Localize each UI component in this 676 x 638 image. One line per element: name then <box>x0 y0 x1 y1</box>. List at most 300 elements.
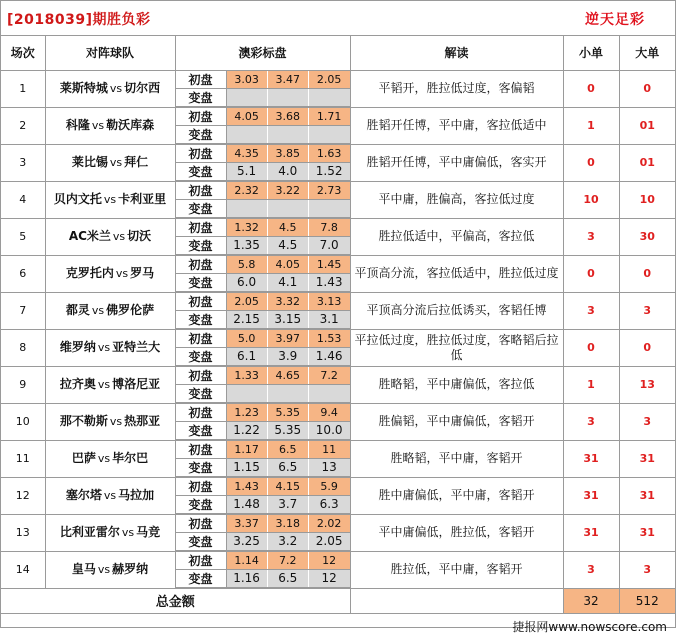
away-team: 毕尔巴 <box>112 451 149 465</box>
away-team: 卡利亚里 <box>118 192 167 206</box>
odds-loss: 6.3 <box>308 495 349 513</box>
initial-label: 初盘 <box>176 478 227 496</box>
initial-odds-row <box>176 367 350 385</box>
odds-cell <box>175 292 350 329</box>
initial-odds-row <box>176 441 350 459</box>
match-number: 13 <box>1 514 45 551</box>
small-pick: 31 <box>563 440 619 477</box>
big-pick: 3 <box>619 551 675 588</box>
odds-cell <box>175 329 350 366</box>
odds-draw: 6.5 <box>267 458 308 476</box>
period-title: [2018039]期胜负彩 <box>7 12 151 28</box>
odds-grid <box>176 108 350 144</box>
initial-odds-row <box>176 219 350 237</box>
initial-label: 初盘 <box>176 404 227 422</box>
initial-odds-row <box>176 404 350 422</box>
odds-grid <box>176 515 350 551</box>
home-team: 那不勒斯 <box>59 414 108 428</box>
vs-label: vs <box>97 378 111 391</box>
odds-grid <box>176 367 350 403</box>
odds-win: 1.23 <box>226 404 267 422</box>
col-header-big: 大单 <box>619 36 675 70</box>
match-teams <box>45 144 175 181</box>
odds-loss: 2.05 <box>308 71 349 89</box>
change-odds-row <box>176 532 350 550</box>
odds-draw <box>267 125 308 143</box>
small-pick: 0 <box>563 70 619 107</box>
change-label: 变盘 <box>176 310 227 328</box>
initial-label: 初盘 <box>176 256 227 274</box>
match-analysis: 平顶高分流后拉低诱买，客韬任博 <box>350 292 563 329</box>
match-teams <box>45 366 175 403</box>
initial-label: 初盘 <box>176 441 227 459</box>
table-header-row <box>1 36 675 70</box>
home-team: 拉齐奥 <box>59 377 96 391</box>
odds-loss: 1.52 <box>308 162 349 180</box>
odds-win: 2.05 <box>226 293 267 311</box>
odds-draw: 3.22 <box>267 182 308 200</box>
odds-loss: 7.8 <box>308 219 349 237</box>
vs-label: vs <box>91 304 105 317</box>
vs-label: vs <box>103 489 117 502</box>
match-analysis: 平中庸，胜偏高，客拉低过度 <box>350 181 563 218</box>
odds-loss: 11 <box>308 441 349 459</box>
away-team: 博洛尼亚 <box>112 377 161 391</box>
odds-cell <box>175 551 350 588</box>
small-pick: 0 <box>563 144 619 181</box>
match-analysis: 胜拉低适中，平偏高，客拉低 <box>350 218 563 255</box>
odds-cell <box>175 107 350 144</box>
match-teams <box>45 218 175 255</box>
odds-draw: 4.5 <box>267 219 308 237</box>
match-row <box>1 514 675 551</box>
initial-odds-row <box>176 515 350 533</box>
match-row <box>1 403 675 440</box>
odds-loss: 1.46 <box>308 347 349 365</box>
odds-cell <box>175 181 350 218</box>
away-team: 热那亚 <box>124 414 161 428</box>
odds-draw: 4.65 <box>267 367 308 385</box>
change-label: 变盘 <box>176 532 227 550</box>
odds-win: 6.0 <box>226 273 267 291</box>
odds-draw <box>267 199 308 217</box>
change-label: 变盘 <box>176 421 227 439</box>
home-team: 贝内文托 <box>53 192 102 206</box>
vs-label: vs <box>112 230 126 243</box>
change-label: 变盘 <box>176 88 227 106</box>
away-team: 马拉加 <box>118 488 155 502</box>
odds-win: 3.25 <box>226 532 267 550</box>
match-analysis: 胜中庸偏低，平中庸，客韬开 <box>350 477 563 514</box>
odds-cell <box>175 514 350 551</box>
col-header-small: 小单 <box>563 36 619 70</box>
away-team: 切尔西 <box>124 81 161 95</box>
change-odds-row <box>176 273 350 291</box>
odds-win: 1.16 <box>226 569 267 587</box>
vs-label: vs <box>103 193 117 206</box>
initial-odds-row <box>176 145 350 163</box>
odds-win: 6.1 <box>226 347 267 365</box>
odds-win <box>226 125 267 143</box>
home-team: 皇马 <box>71 562 96 576</box>
odds-loss: 5.9 <box>308 478 349 496</box>
big-pick: 3 <box>619 403 675 440</box>
big-pick: 01 <box>619 144 675 181</box>
match-number: 12 <box>1 477 45 514</box>
away-team: 罗马 <box>130 266 155 280</box>
match-analysis: 平韬开，胜拉低过度，客偏韬 <box>350 70 563 107</box>
initial-odds-row <box>176 182 350 200</box>
initial-label: 初盘 <box>176 293 227 311</box>
odds-draw <box>267 88 308 106</box>
match-teams <box>45 551 175 588</box>
match-number: 1 <box>1 70 45 107</box>
match-table <box>1 36 675 614</box>
away-team: 勒沃库森 <box>106 118 155 132</box>
change-label: 变盘 <box>176 495 227 513</box>
odds-loss: 13 <box>308 458 349 476</box>
match-analysis: 胜韬开任博，平中庸，客拉低适中 <box>350 107 563 144</box>
vs-label: vs <box>115 267 129 280</box>
match-teams <box>45 292 175 329</box>
change-label: 变盘 <box>176 199 227 217</box>
small-pick: 3 <box>563 403 619 440</box>
away-team: 佛罗伦萨 <box>106 303 155 317</box>
match-number: 2 <box>1 107 45 144</box>
odds-grid <box>176 256 350 292</box>
small-pick: 1 <box>563 366 619 403</box>
odds-grid <box>176 182 350 218</box>
odds-cell <box>175 70 350 107</box>
odds-win <box>226 88 267 106</box>
match-analysis: 胜略韬，平中庸，客韬开 <box>350 440 563 477</box>
small-pick: 0 <box>563 255 619 292</box>
match-analysis: 胜韬开任博，平中庸偏低，客实开 <box>350 144 563 181</box>
match-teams <box>45 181 175 218</box>
odds-grid <box>176 293 350 329</box>
col-header-odds: 澳彩标盘 <box>175 36 350 70</box>
odds-draw: 3.2 <box>267 532 308 550</box>
match-teams <box>45 514 175 551</box>
big-pick: 10 <box>619 181 675 218</box>
initial-odds-row <box>176 552 350 570</box>
odds-draw: 6.5 <box>267 441 308 459</box>
match-number: 8 <box>1 329 45 366</box>
match-number: 5 <box>1 218 45 255</box>
change-odds-row <box>176 125 350 143</box>
initial-label: 初盘 <box>176 330 227 348</box>
odds-draw: 5.35 <box>267 421 308 439</box>
match-row <box>1 366 675 403</box>
odds-draw: 3.68 <box>267 108 308 126</box>
vs-label: vs <box>91 119 105 132</box>
change-label: 变盘 <box>176 347 227 365</box>
odds-grid <box>176 404 350 440</box>
odds-win: 1.15 <box>226 458 267 476</box>
change-odds-row <box>176 162 350 180</box>
odds-grid <box>176 330 350 366</box>
change-odds-row <box>176 384 350 402</box>
odds-loss <box>308 384 349 402</box>
odds-win: 5.0 <box>226 330 267 348</box>
total-label: 总金额 <box>1 588 350 613</box>
home-team: 科隆 <box>65 118 90 132</box>
title-bar <box>1 1 675 36</box>
odds-grid <box>176 441 350 477</box>
odds-win: 5.8 <box>226 256 267 274</box>
big-pick: 13 <box>619 366 675 403</box>
home-team: 都灵 <box>65 303 90 317</box>
match-row <box>1 551 675 588</box>
odds-grid <box>176 145 350 181</box>
odds-loss: 3.1 <box>308 310 349 328</box>
big-pick: 31 <box>619 477 675 514</box>
odds-draw: 3.9 <box>267 347 308 365</box>
odds-win: 1.43 <box>226 478 267 496</box>
odds-draw: 4.0 <box>267 162 308 180</box>
odds-loss: 1.45 <box>308 256 349 274</box>
home-team: 克罗托内 <box>65 266 114 280</box>
odds-draw: 3.97 <box>267 330 308 348</box>
odds-draw: 6.5 <box>267 569 308 587</box>
odds-loss: 3.13 <box>308 293 349 311</box>
vs-label: vs <box>109 82 123 95</box>
odds-win: 3.03 <box>226 71 267 89</box>
odds-grid <box>176 552 350 588</box>
col-header-analysis: 解读 <box>350 36 563 70</box>
change-odds-row <box>176 347 350 365</box>
odds-draw: 3.85 <box>267 145 308 163</box>
total-spacer <box>350 588 563 613</box>
match-teams <box>45 403 175 440</box>
odds-win: 1.22 <box>226 421 267 439</box>
home-team: 维罗纳 <box>59 340 96 354</box>
odds-win: 2.15 <box>226 310 267 328</box>
match-number: 14 <box>1 551 45 588</box>
match-row <box>1 329 675 366</box>
odds-loss: 12 <box>308 569 349 587</box>
home-team: 巴萨 <box>71 451 96 465</box>
initial-label: 初盘 <box>176 515 227 533</box>
initial-odds-row <box>176 71 350 89</box>
match-number: 9 <box>1 366 45 403</box>
odds-loss: 7.0 <box>308 236 349 254</box>
match-analysis: 平拉低过度，胜拉低过度，客略韬后拉低 <box>350 329 563 366</box>
odds-win <box>226 384 267 402</box>
match-row <box>1 107 675 144</box>
vs-label: vs <box>97 563 111 576</box>
match-analysis: 胜拉低，平中庸，客韬开 <box>350 551 563 588</box>
odds-grid <box>176 71 350 107</box>
big-pick: 3 <box>619 292 675 329</box>
small-pick: 3 <box>563 292 619 329</box>
match-row <box>1 440 675 477</box>
odds-draw: 3.18 <box>267 515 308 533</box>
home-team: AC米兰 <box>68 229 111 243</box>
change-label: 变盘 <box>176 384 227 402</box>
col-header-no: 场次 <box>1 36 45 70</box>
source-credit: 捷报网www.nowscore.com <box>512 619 667 634</box>
odds-loss: 2.73 <box>308 182 349 200</box>
odds-draw: 4.05 <box>267 256 308 274</box>
small-pick: 0 <box>563 329 619 366</box>
change-label: 变盘 <box>176 162 227 180</box>
vs-label: vs <box>97 452 111 465</box>
vs-label: vs <box>109 156 123 169</box>
odds-grid <box>176 478 350 514</box>
odds-draw: 4.15 <box>267 478 308 496</box>
initial-odds-row <box>176 256 350 274</box>
away-team: 赫罗纳 <box>112 562 149 576</box>
match-row <box>1 218 675 255</box>
initial-label: 初盘 <box>176 552 227 570</box>
away-team: 马竞 <box>136 525 161 539</box>
odds-loss: 1.43 <box>308 273 349 291</box>
change-label: 变盘 <box>176 569 227 587</box>
col-header-teams: 对阵球队 <box>45 36 175 70</box>
small-pick: 31 <box>563 514 619 551</box>
home-team: 塞尔塔 <box>65 488 102 502</box>
odds-win: 3.37 <box>226 515 267 533</box>
odds-cell <box>175 218 350 255</box>
small-pick: 3 <box>563 218 619 255</box>
initial-odds-row <box>176 478 350 496</box>
odds-win: 1.48 <box>226 495 267 513</box>
small-pick: 31 <box>563 477 619 514</box>
initial-odds-row <box>176 330 350 348</box>
initial-label: 初盘 <box>176 71 227 89</box>
vs-label: vs <box>121 526 135 539</box>
change-odds-row <box>176 421 350 439</box>
initial-label: 初盘 <box>176 108 227 126</box>
odds-cell <box>175 477 350 514</box>
match-number: 3 <box>1 144 45 181</box>
odds-draw: 3.47 <box>267 71 308 89</box>
odds-loss <box>308 88 349 106</box>
initial-odds-row <box>176 293 350 311</box>
match-number: 6 <box>1 255 45 292</box>
match-teams <box>45 329 175 366</box>
odds-win: 2.32 <box>226 182 267 200</box>
change-label: 变盘 <box>176 236 227 254</box>
change-odds-row <box>176 236 350 254</box>
odds-loss: 12 <box>308 552 349 570</box>
change-odds-row <box>176 458 350 476</box>
odds-win: 4.05 <box>226 108 267 126</box>
odds-draw: 4.1 <box>267 273 308 291</box>
change-odds-row <box>176 199 350 217</box>
odds-loss: 7.2 <box>308 367 349 385</box>
odds-draw: 3.15 <box>267 310 308 328</box>
odds-draw: 7.2 <box>267 552 308 570</box>
match-row <box>1 144 675 181</box>
odds-cell <box>175 366 350 403</box>
away-team: 拜仁 <box>124 155 149 169</box>
home-team: 莱比锡 <box>71 155 108 169</box>
small-pick: 1 <box>563 107 619 144</box>
odds-loss: 2.02 <box>308 515 349 533</box>
odds-loss: 2.05 <box>308 532 349 550</box>
brand-name: 逆天足彩 <box>585 12 645 28</box>
odds-win <box>226 199 267 217</box>
big-pick: 31 <box>619 440 675 477</box>
odds-draw <box>267 384 308 402</box>
vs-label: vs <box>97 341 111 354</box>
match-number: 11 <box>1 440 45 477</box>
match-analysis: 平中庸偏低，胜拉低，客韬开 <box>350 514 563 551</box>
initial-label: 初盘 <box>176 367 227 385</box>
change-odds-row <box>176 495 350 513</box>
big-pick: 31 <box>619 514 675 551</box>
match-analysis: 胜略韬，平中庸偏低，客拉低 <box>350 366 563 403</box>
match-row <box>1 255 675 292</box>
odds-win: 1.35 <box>226 236 267 254</box>
odds-win: 1.33 <box>226 367 267 385</box>
odds-cell <box>175 144 350 181</box>
away-team: 切沃 <box>127 229 152 243</box>
odds-win: 5.1 <box>226 162 267 180</box>
initial-label: 初盘 <box>176 219 227 237</box>
odds-draw: 3.7 <box>267 495 308 513</box>
odds-cell <box>175 403 350 440</box>
match-row <box>1 292 675 329</box>
match-analysis: 平顶高分流，客拉低适中，胜拉低过度 <box>350 255 563 292</box>
total-row <box>1 588 675 613</box>
match-teams <box>45 70 175 107</box>
odds-draw: 3.32 <box>267 293 308 311</box>
small-pick: 3 <box>563 551 619 588</box>
home-team: 莱斯特城 <box>59 81 108 95</box>
odds-loss <box>308 125 349 143</box>
match-row <box>1 70 675 107</box>
odds-loss: 10.0 <box>308 421 349 439</box>
match-analysis: 胜偏韬，平中庸偏低，客韬开 <box>350 403 563 440</box>
odds-draw: 5.35 <box>267 404 308 422</box>
change-label: 变盘 <box>176 125 227 143</box>
odds-win: 1.14 <box>226 552 267 570</box>
match-teams <box>45 255 175 292</box>
match-number: 10 <box>1 403 45 440</box>
match-number: 4 <box>1 181 45 218</box>
match-number: 7 <box>1 292 45 329</box>
initial-label: 初盘 <box>176 182 227 200</box>
odds-loss <box>308 199 349 217</box>
total-small: 32 <box>563 588 619 613</box>
change-odds-row <box>176 310 350 328</box>
odds-cell <box>175 255 350 292</box>
odds-loss: 1.53 <box>308 330 349 348</box>
home-team: 比利亚雷尔 <box>59 525 120 539</box>
big-pick: 30 <box>619 218 675 255</box>
match-row <box>1 477 675 514</box>
change-odds-row <box>176 569 350 587</box>
initial-label: 初盘 <box>176 145 227 163</box>
match-teams <box>45 440 175 477</box>
initial-odds-row <box>176 108 350 126</box>
match-row <box>1 181 675 218</box>
away-team: 亚特兰大 <box>112 340 161 354</box>
odds-draw: 4.5 <box>267 236 308 254</box>
odds-win: 1.17 <box>226 441 267 459</box>
small-pick: 10 <box>563 181 619 218</box>
big-pick: 0 <box>619 329 675 366</box>
footer <box>1 614 675 638</box>
vs-label: vs <box>109 415 123 428</box>
change-label: 变盘 <box>176 273 227 291</box>
odds-loss: 9.4 <box>308 404 349 422</box>
total-big: 512 <box>619 588 675 613</box>
odds-grid <box>176 219 350 255</box>
